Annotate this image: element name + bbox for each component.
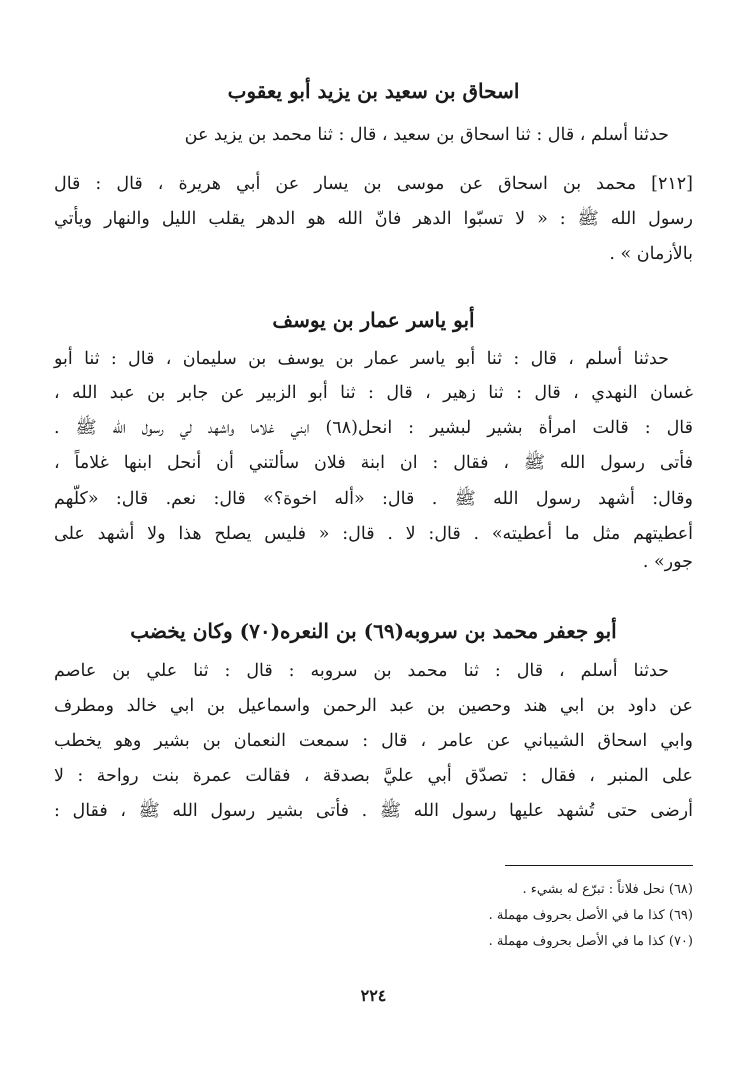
text-line: فأتى رسول الله ﷺ ، فقال : ان ابنة فلان سألتني أن أنحل ابنها غلاماً ، — [54, 453, 693, 473]
text-line: [٢١٢] محمد بن اسحاق عن موسى بن يسار عن أبي هريرة ، قال : قال — [54, 174, 693, 194]
footnote: (٦٩) كذا ما في الأصل بحروف مهملة . — [488, 908, 693, 923]
footnote: (٦٨) نحل فلاناً : تبرّع له بشيء . — [522, 882, 693, 897]
text-line: وقال: أشهد رسول الله ﷺ . قال: «أله اخوة؟» قال: نعم. قال: «كلّهم — [54, 489, 693, 509]
text-line: حدثنا أسلم ، قال : ثنا أبو ياسر عمار بن يوسف بن سليمان ، قال : ثنا أبو — [54, 349, 669, 369]
text-line: جور» . — [642, 552, 693, 572]
section-heading-text: أبو جعفر محمد بن سروبه(٦٩) بن النعره(٧٠) وكان يخضب — [130, 619, 617, 643]
section-heading — [60, 616, 687, 646]
section-heading: أبو ياسر عمار بن يوسف — [272, 308, 475, 332]
footnote-divider — [505, 865, 693, 866]
text-line: أعطيتهم مثل ما أعطيته» . قال: لا . قال: « فليس يصلح هذا ولا أشهد على — [54, 524, 693, 544]
text-line: أرضى حتى تُشهد عليها رسول الله ﷺ . فأتى بشير رسول الله ﷺ ، فقال : — [54, 801, 693, 821]
text-line: قال : قالت امرأة بشير لبشير : انحل(٦٨) ابني غلاما واشهد لي رسول الله ﷺ . — [54, 418, 693, 438]
section-heading: اسحاق بن سعيد بن يزيد أبو يعقوب — [227, 79, 520, 103]
page-number: ٢٢٤ — [360, 986, 387, 1005]
text-line: وابي اسحاق الشيباني عن عامر ، قال : سمعت النعمان بن بشير وهو يخطب — [54, 731, 693, 751]
text-line: حدثنا أسلم ، قال : ثنا اسحاق بن سعيد ، قال : ثنا محمد بن يزيد عن — [184, 125, 669, 145]
footnote: (٧٠) كذا ما في الأصل بحروف مهملة . — [488, 934, 693, 949]
text-line: عن داود بن ابي هند وحصين بن عبد الرحمن واسماعيل بن ابي خالد ومطرف — [54, 696, 693, 716]
text-line: غسان النهدي ، قال : ثنا زهير ، قال : ثنا أبو الزبير عن جابر بن عبد الله ، — [54, 383, 693, 403]
text-line: رسول الله ﷺ : « لا تسبّوا الدهر فانّ الله هو الدهر يقلب الليل والنهار ويأتي — [54, 209, 693, 229]
text-line: على المنبر ، فقال : تصدّق أبي عليَّ بصدقة ، فقالت عمرة بنت رواحة : لا — [54, 766, 693, 786]
text-line: حدثنا أسلم ، قال : ثنا محمد بن سروبه : قال : ثنا علي بن عاصم — [54, 661, 669, 681]
text-line: بالأزمان » . — [609, 244, 693, 264]
